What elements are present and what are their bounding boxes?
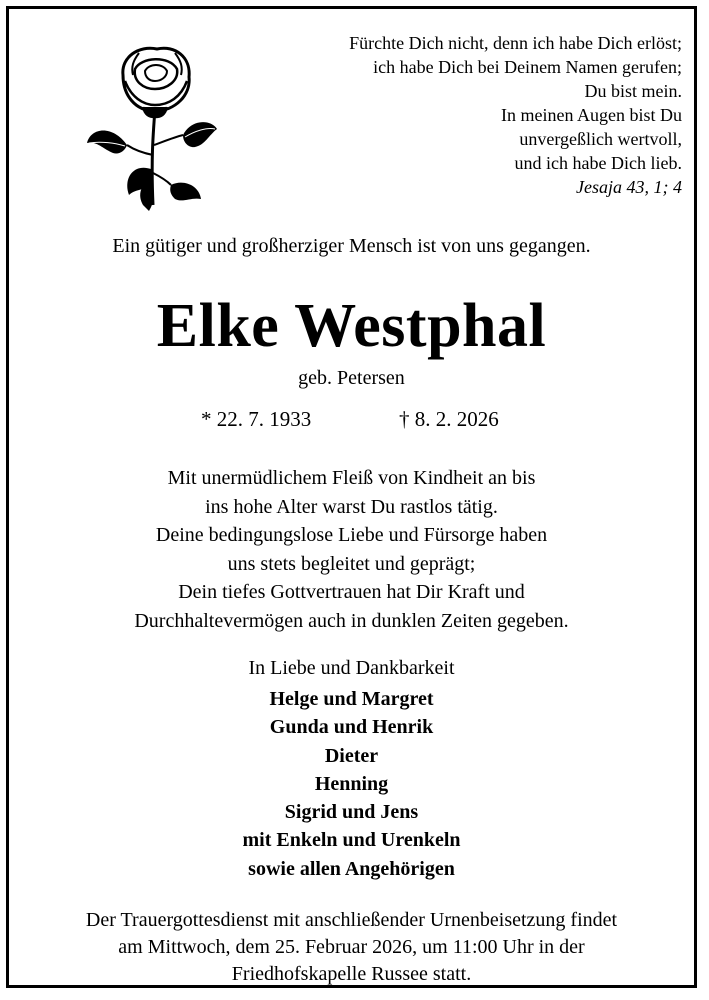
mourner-name: Dieter (324, 744, 379, 767)
poem-line: Dein tiefes Gottvertrauen hat Dir Kraft und (178, 581, 525, 603)
mourner-name: Henning (314, 772, 389, 795)
mourner-name: sowie allen Angehörigen (248, 857, 455, 880)
verse-line: unvergeßlich wertvoll, (519, 129, 682, 149)
verse-reference: Jesaja 43, 1; 4 (576, 177, 682, 197)
mourner-name: mit Enkeln und Urenkeln (242, 829, 461, 852)
verse-line: In meinen Augen bist Du (501, 105, 682, 125)
service-line: Friedhofskapelle Russee statt. (231, 963, 472, 985)
funeral-service-info (9, 907, 694, 988)
verse-line: Fürchte Dich nicht, denn ich habe Dich erlöst; (349, 33, 682, 53)
maiden-name: geb. Petersen (298, 367, 405, 389)
service-line: am Mittwoch, dem 25. Februar 2026, um 11:00 Uhr in der (118, 936, 585, 958)
verse-line: ich habe Dich bei Deinem Namen gerufen; (373, 57, 682, 77)
poem-line: Deine bedingungslose Liebe und Fürsorge haben (155, 524, 548, 546)
verse-line: und ich habe Dich lieb. (514, 153, 682, 173)
service-line: Der Trauergottesdienst mit anschließender Urnenbeisetzung findet (85, 909, 618, 931)
bible-verse (252, 31, 682, 199)
mourner-name: Gunda und Henrik (269, 716, 434, 739)
obituary-notice (6, 6, 697, 988)
poem-line: Durchhaltevermögen auch in dunklen Zeiten gegeben. (134, 609, 569, 632)
mourner-name: Sigrid und Jens (284, 801, 419, 824)
mourners-list (9, 685, 694, 883)
mourner-name: Helge und Margret (269, 688, 434, 710)
intro-text: Ein gütiger und großherziger Mensch ist von uns gegangen. (112, 235, 591, 257)
verse-line: Du bist mein. (584, 81, 682, 101)
poem-line: uns stets begleitet und geprägt; (227, 552, 476, 575)
poem-line: ins hohe Alter warst Du rastlos tätig. (205, 495, 498, 518)
deceased-name: Elke Westphal (156, 292, 547, 360)
death-date: † 8. 2. 2026 (399, 407, 499, 431)
rose-icon (83, 45, 223, 213)
birth-date: * 22. 7. 1933 (201, 407, 312, 431)
mourners-intro: In Liebe und Dankbarkeit (248, 657, 455, 679)
poem-line: Mit unermüdlichem Fleiß von Kindheit an bis (167, 467, 536, 489)
memorial-poem (9, 464, 694, 635)
